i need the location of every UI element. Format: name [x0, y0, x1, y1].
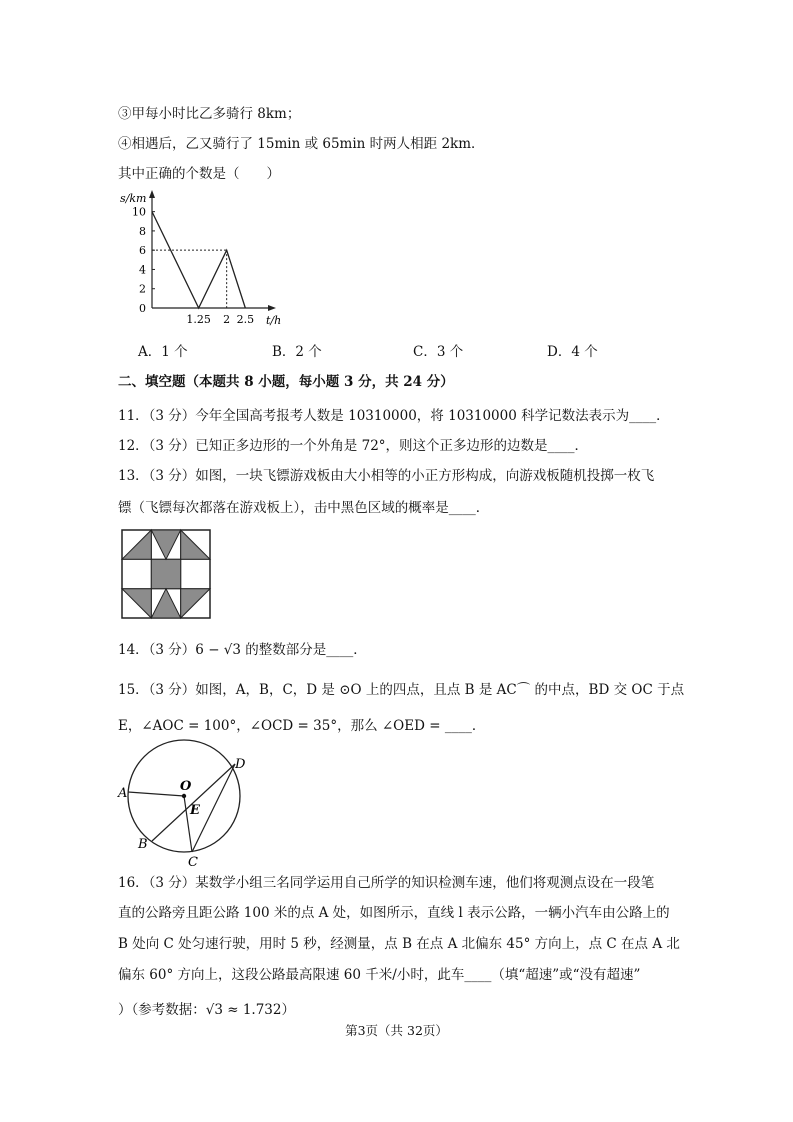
question-16-line4: 偏东 60° 方向上，这段公路最高限速 60 千米/小时，此车____（填“超速”或“没有超速”	[118, 967, 641, 983]
question-13-line2: 镖（飞镖每次都落在游戏板上），击中黑色区域的概率是____．	[118, 500, 490, 516]
label-e: E	[190, 803, 200, 818]
y-tick-label: 0	[139, 302, 146, 315]
label-b: B	[138, 837, 148, 852]
question-14: 14．（3 分）6 − √3 的整数部分是____．	[118, 642, 367, 658]
option-c: C．3 个	[413, 344, 464, 360]
question-16-line3: B 处向 C 处匀速行驶，用时 5 秒，经测量，点 B 在点 A 北偏东 45° 方向上，点 C 在点 A 北	[118, 936, 680, 952]
question-16-line1: 16．（3 分）某数学小组三名同学运用自己所学的知识检测车速，他们将观测点设在一段笔	[118, 875, 655, 891]
circle-figure	[114, 752, 254, 868]
label-c: C	[188, 855, 198, 870]
question-11: 11．（3 分）今年全国高考报考人数是 10310000，将 10310000 科学记数法表示为____．	[118, 408, 670, 424]
y-axis-arrow	[149, 190, 155, 198]
y-tick-label: 10	[132, 205, 146, 219]
option-a: A．1 个	[138, 344, 188, 360]
x-axis-arrow	[268, 305, 276, 311]
x-tick-label: 1.25	[186, 313, 211, 326]
question-prompt: 其中正确的个数是（ ）	[118, 166, 280, 182]
question-12: 12．（3 分）已知正多边形的一个外角是 72°，则这个正多边形的边数是____．	[118, 438, 589, 454]
question-16-line2: 直的公路旁且距公路 100 米的点 A 处，如图所示，直线 l 表示公路，一辆小汽车由公路上的	[118, 905, 670, 921]
x-tick-label: 2.5	[236, 313, 255, 326]
label-a: A	[118, 786, 128, 801]
distance-time-chart	[118, 190, 282, 336]
y-tick-label: 2	[139, 282, 146, 296]
question-15-line1: 15．（3 分）如图，A，B，C，D 是 ⊙O 上的四点，且点 B 是 AC⌒ 的中点，BD 交 OC 于点	[118, 682, 685, 698]
y-axis-label: s/km	[120, 192, 147, 205]
option-d: D．4 个	[547, 344, 598, 360]
x-axis-label: t/h	[266, 314, 282, 327]
series-line	[152, 212, 245, 308]
y-tick-label: 8	[139, 224, 146, 238]
section-title: 二、填空题（本题共 8 小题，每小题 3 分，共 24 分）	[118, 374, 454, 390]
question-16-line5: ）（参考数据：√3 ≈ 1.732）	[118, 1002, 295, 1018]
page-footer: 第3页（共 32页）	[345, 1023, 448, 1038]
question-13-line1: 13．（3 分）如图，一块飞镖游戏板由大小相等的小正方形构成，向游戏板随机投掷一枚飞	[118, 468, 655, 484]
dart-board-figure	[121, 529, 211, 619]
x-tick-label: 2	[223, 313, 231, 326]
label-d: D	[235, 757, 246, 772]
y-tick-label: 4	[139, 263, 146, 277]
label-o: O	[180, 779, 192, 794]
question-15-line2: E，∠AOC = 100°，∠OCD = 35°，那么 ∠OED = ____．	[118, 718, 486, 734]
statement-4: ④相遇后，乙又骑行了 15min 或 65min 时两人相距 2km．	[118, 136, 485, 152]
statement-3: ③甲每小时比乙多骑行 8km；	[118, 106, 301, 122]
option-b: B．2 个	[272, 344, 322, 360]
y-tick-label: 6	[139, 244, 146, 258]
